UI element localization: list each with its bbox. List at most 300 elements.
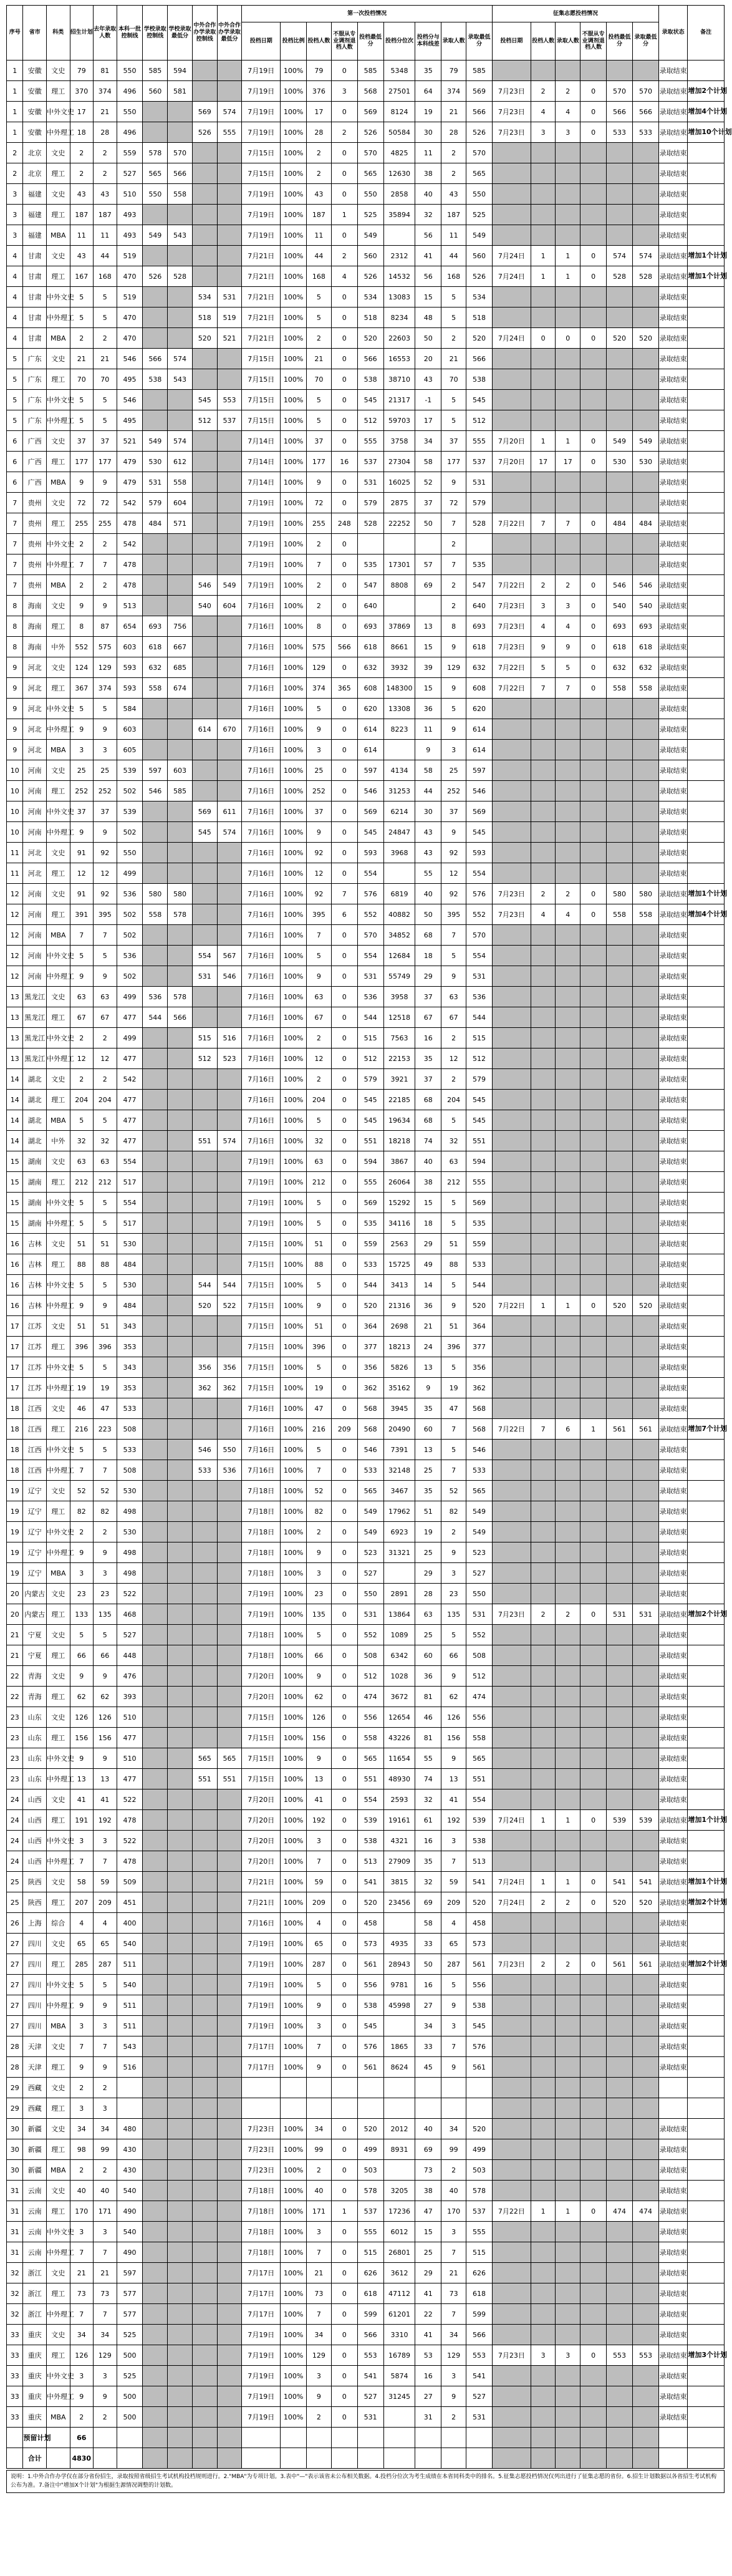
col-province: 省市	[23, 6, 47, 61]
cell-cnt2	[531, 1563, 556, 1584]
cell-plan: 396	[70, 1337, 94, 1357]
cell-prov: 青海	[23, 1666, 47, 1687]
cell-ratio: 100%	[281, 904, 307, 925]
cell-smin	[168, 925, 193, 946]
cell-adm: 2	[441, 575, 466, 596]
cell-low2	[607, 1007, 633, 1028]
cell-adm2	[556, 822, 580, 843]
cell-min2	[633, 760, 659, 781]
cell-min2	[633, 925, 659, 946]
cell-adj2	[580, 1378, 607, 1398]
cell-prev: 65	[94, 1934, 117, 1954]
cell-smin: 543	[168, 369, 193, 390]
cell-status: 录取结束	[659, 1687, 688, 1707]
cell-prov: 江苏	[23, 1337, 47, 1357]
cell-plan: 5	[70, 1357, 94, 1378]
cell-cnt2: 2	[531, 81, 556, 102]
cell-date: 7月20日	[242, 1687, 281, 1707]
table-row	[7, 1872, 725, 1892]
cell-subj: MBA	[46, 1110, 70, 1131]
cell-line: 540	[117, 1934, 143, 1954]
cell-status: 录取结束	[659, 2345, 688, 2366]
cell-adm2	[556, 2139, 580, 2160]
cell-min2	[633, 1851, 659, 1872]
cell-rank: 6214	[383, 801, 415, 822]
cell-adm: 59	[441, 1872, 466, 1892]
cell-rank: 8661	[383, 637, 415, 657]
cell-plan: 204	[70, 1090, 94, 1110]
cell-sline	[143, 1398, 168, 1419]
cell-cnt2	[531, 1851, 556, 1872]
cell-adj: 0	[331, 2242, 357, 2263]
cell-min2	[633, 2407, 659, 2428]
table-row	[7, 2078, 725, 2098]
cell-ratio: 100%	[281, 1522, 307, 1542]
cell-diff: 31	[415, 2407, 441, 2428]
cell-prov: 山东	[23, 1707, 47, 1728]
cell-min: 531	[466, 966, 492, 987]
cell-adj2	[580, 472, 607, 493]
cell-date: 7月19日	[242, 1975, 281, 1995]
cell-cnt2	[531, 946, 556, 966]
cell-date: 7月15日	[242, 410, 281, 431]
cell-low: 545	[357, 822, 383, 843]
cell-plan: 9	[70, 1295, 94, 1316]
cell-adm: 9	[441, 1666, 466, 1687]
cell-low: 618	[357, 637, 383, 657]
cell-adj2	[580, 1995, 607, 2016]
cell-diff: 29	[415, 1563, 441, 1584]
cell-low: 526	[357, 122, 383, 143]
cell-note	[688, 1789, 725, 1810]
cell-adj: 209	[331, 1419, 357, 1440]
cell-low: 508	[357, 1645, 383, 1666]
cell-min2	[633, 2036, 659, 2057]
cell-cmin	[217, 2448, 242, 2469]
cell-cline: 614	[192, 719, 217, 740]
cell-prev: 3	[94, 2222, 117, 2242]
cell-sline	[143, 2036, 168, 2057]
cell-seq: 30	[7, 2119, 23, 2139]
cell-adj2: 0	[580, 81, 607, 102]
cell-cmin	[217, 2345, 242, 2366]
cell-date: 7月16日	[242, 987, 281, 1007]
table-row	[7, 1522, 725, 1542]
cell-cnt2	[531, 554, 556, 575]
table-row	[7, 472, 725, 493]
cell-cline: 569	[192, 801, 217, 822]
table-row	[7, 884, 725, 904]
cell-subj: 理工	[46, 616, 70, 637]
cell-subj: 理工	[46, 2057, 70, 2078]
cell-adm2	[556, 1687, 580, 1707]
cell-min	[466, 2078, 492, 2098]
cell-plan: 9	[70, 596, 94, 616]
cell-diff: 32	[415, 1789, 441, 1810]
cell-cnt: 23	[307, 1584, 332, 1604]
cell-min2: 558	[633, 678, 659, 699]
cell-smin	[168, 122, 193, 143]
cell-prev: 9	[94, 1295, 117, 1316]
table-row	[7, 2366, 725, 2386]
cell-cnt2	[531, 1481, 556, 1501]
cell-diff: 16	[415, 1975, 441, 1995]
cell-prev: 9	[94, 1666, 117, 1687]
cell-diff: 50	[415, 904, 441, 925]
cell-cnt: 51	[307, 1316, 332, 1337]
cell-cline	[192, 472, 217, 493]
cell-ratio: 100%	[281, 2345, 307, 2366]
cell-seq: 27	[7, 2016, 23, 2036]
cell-min2	[633, 699, 659, 719]
cell-seq: 18	[7, 1460, 23, 1481]
cell-prev: 4	[94, 1913, 117, 1934]
cell-ratio: 100%	[281, 2325, 307, 2345]
cell-cline	[192, 760, 217, 781]
cell-cnt	[307, 2078, 332, 2098]
cell-adm2	[556, 1440, 580, 1460]
cell-low: 520	[357, 1295, 383, 1316]
cell-prov: 甘肃	[23, 266, 47, 287]
cell-min: 569	[466, 81, 492, 102]
table-row	[7, 2448, 725, 2469]
cell-adm2	[556, 2304, 580, 2325]
cell-rank: 34852	[383, 925, 415, 946]
cell-ratio: 100%	[281, 554, 307, 575]
cell-low2	[607, 534, 633, 554]
cell-adj: 248	[331, 513, 357, 534]
cell-min: 640	[466, 596, 492, 616]
cell-cnt2	[531, 2016, 556, 2036]
cell-adm: 2	[441, 1028, 466, 1048]
cell-status: 录取结束	[659, 1522, 688, 1542]
cell-sline	[143, 801, 168, 822]
cell-sline: 549	[143, 431, 168, 452]
cell-adm: 66	[441, 1645, 466, 1666]
cell-rank: 9781	[383, 1975, 415, 1995]
cell-subj: 中外文史	[46, 801, 70, 822]
cell-prov: 江西	[23, 1440, 47, 1460]
cell-low: 552	[357, 904, 383, 925]
cell-seq: 4	[7, 266, 23, 287]
cell-subj: 文史	[46, 1234, 70, 1254]
cell-prev: 5	[94, 390, 117, 410]
cell-plan: 63	[70, 987, 94, 1007]
cell-subj: 中外理工	[46, 2386, 70, 2407]
cell-date: 7月16日	[242, 966, 281, 987]
cell-adm: 9	[441, 472, 466, 493]
cell-rank: 26064	[383, 1172, 415, 1193]
cell-cmin	[217, 493, 242, 513]
cell-adm2	[556, 781, 580, 801]
cell-line: 500	[117, 2345, 143, 2366]
cell-cnt2	[531, 1501, 556, 1522]
cell-prev: 7	[94, 2242, 117, 2263]
cell-date2	[492, 410, 531, 431]
cell-rank: 15292	[383, 1193, 415, 1213]
cell-prev: 12	[94, 863, 117, 884]
cell-status: 录取结束	[659, 1810, 688, 1831]
cell-smin	[168, 307, 193, 328]
cell-status: 录取结束	[659, 2057, 688, 2078]
table-row	[7, 2283, 725, 2304]
cell-rank	[383, 1913, 415, 1934]
cell-low: 561	[357, 1954, 383, 1975]
cell-min: 539	[466, 1810, 492, 1831]
table-row	[7, 2304, 725, 2325]
cell-subj: 理工	[46, 1419, 70, 1440]
cell-adm: 252	[441, 781, 466, 801]
cell-prev: 5	[94, 1213, 117, 1234]
cell-rank: 1865	[383, 2036, 415, 2057]
cell-adm2	[556, 987, 580, 1007]
cell-adj2	[580, 740, 607, 760]
cell-subj: 中外理工	[46, 1378, 70, 1398]
cell-date: 7月18日	[242, 1501, 281, 1522]
table-row	[7, 1398, 725, 1419]
cell-date2: 7月24日	[492, 1872, 531, 1892]
cell-status: 录取结束	[659, 1048, 688, 1069]
cell-line: 343	[117, 1316, 143, 1337]
cell-ratio: 100%	[281, 1254, 307, 1275]
cell-cnt2	[531, 307, 556, 328]
cell-adm: 5	[441, 410, 466, 431]
cell-prov: 海南	[23, 596, 47, 616]
cell-ratio: 100%	[281, 1687, 307, 1707]
cell-ratio: 100%	[281, 225, 307, 246]
cell-cline: 526	[192, 122, 217, 143]
cell-cline	[192, 1234, 217, 1254]
cell-cnt2	[531, 760, 556, 781]
cell-low2	[607, 1625, 633, 1645]
cell-adj: 0	[331, 390, 357, 410]
cell-cnt2: 1	[531, 266, 556, 287]
cell-smin	[168, 1892, 193, 1913]
cell-rank: 12654	[383, 1707, 415, 1728]
cell-adj2: 0	[580, 637, 607, 657]
cell-cnt2	[531, 1193, 556, 1213]
cell-low: 555	[357, 2222, 383, 2242]
table-row	[7, 1110, 725, 1131]
cell-cnt2	[531, 1398, 556, 1419]
cell-cnt: 34	[307, 2325, 332, 2345]
cell-min2: 566	[633, 102, 659, 122]
cell-prev: 3	[94, 1831, 117, 1851]
cell-prov: 吉林	[23, 1295, 47, 1316]
cell-min2	[633, 2304, 659, 2325]
cell-date: 7月16日	[242, 843, 281, 863]
cell-adm2	[556, 1275, 580, 1295]
cell-adj: 0	[331, 1584, 357, 1604]
cell-adj: 0	[331, 1604, 357, 1625]
cell-adm2	[556, 1481, 580, 1501]
cell-low	[357, 2078, 383, 2098]
cell-min2	[633, 1748, 659, 1769]
cell-adj2	[580, 1687, 607, 1707]
cell-subj: 理工	[46, 369, 70, 390]
cell-min2	[633, 2222, 659, 2242]
cell-adj: 0	[331, 369, 357, 390]
cell-line: 603	[117, 719, 143, 740]
cell-min2	[633, 1460, 659, 1481]
cell-adj2	[580, 822, 607, 843]
cell-prev: 396	[94, 1337, 117, 1357]
cell-subj: 文史	[46, 2181, 70, 2201]
cell-cline	[192, 452, 217, 472]
cell-note	[688, 2181, 725, 2201]
cell-min: 531	[466, 2407, 492, 2428]
cell-date: 7月16日	[242, 863, 281, 884]
cell-adj2	[580, 1110, 607, 1131]
cell-rank: 11654	[383, 1748, 415, 1769]
cell-ratio: 100%	[281, 2057, 307, 2078]
cell-adj: 0	[331, 801, 357, 822]
table-row	[7, 925, 725, 946]
cell-cnt: 37	[307, 801, 332, 822]
cell-line: 525	[117, 2325, 143, 2345]
cell-subj: 文史	[46, 1872, 70, 1892]
cell-plan: 5	[70, 410, 94, 431]
cell-smin	[168, 390, 193, 410]
cell-min: 558	[466, 1728, 492, 1748]
table-row	[7, 554, 725, 575]
cell-adm: 170	[441, 2201, 466, 2222]
cell-sline	[143, 1090, 168, 1110]
cell-sline	[143, 596, 168, 616]
col-adjust2: 不服从专业调剂退档人数	[580, 22, 607, 61]
cell-cmin	[217, 472, 242, 493]
cell-rank: 35162	[383, 1378, 415, 1398]
cell-min2: 553	[633, 2345, 659, 2366]
cell-low: 568	[357, 1398, 383, 1419]
cell-date: 7月19日	[242, 122, 281, 143]
cell-low: 551	[357, 1769, 383, 1789]
cell-subj: 文史	[46, 1398, 70, 1419]
cell-cnt: 5	[307, 1275, 332, 1295]
cell-cnt2	[531, 1975, 556, 1995]
cell-cline	[192, 1069, 217, 1090]
cell-status: 录取结束	[659, 884, 688, 904]
cell-plan: 34	[70, 2119, 94, 2139]
cell-plan: 3	[70, 1563, 94, 1584]
cell-low2	[607, 1337, 633, 1357]
cell-plan: 52	[70, 1481, 94, 1501]
cell-min: 528	[466, 513, 492, 534]
cell-seq: 23	[7, 1748, 23, 1769]
cell-seq: 27	[7, 1934, 23, 1954]
cell-adm2	[556, 410, 580, 431]
cell-ratio: 100%	[281, 1872, 307, 1892]
cell-ratio: 100%	[281, 369, 307, 390]
cell-smin	[168, 1090, 193, 1110]
cell-adm: 374	[441, 81, 466, 102]
cell-prov: 辽宁	[23, 1481, 47, 1501]
cell-cline	[192, 637, 217, 657]
cell-cmin	[217, 1501, 242, 1522]
cell-date: 7月18日	[242, 1645, 281, 1666]
cell-smin	[168, 2428, 193, 2448]
cell-prov: 广东	[23, 369, 47, 390]
cell-prov: 新疆	[23, 2139, 47, 2160]
cell-adm: 67	[441, 1007, 466, 1028]
cell-cline	[192, 1213, 217, 1234]
cell-seq: 26	[7, 1913, 23, 1934]
cell-adj: 0	[331, 843, 357, 863]
cell-cnt2	[531, 2407, 556, 2428]
cell-adj: 0	[331, 1666, 357, 1687]
cell-adj2: 0	[580, 2345, 607, 2366]
cell-adj: 0	[331, 575, 357, 596]
cell-prev: 5	[94, 1193, 117, 1213]
cell-adm: 47	[441, 1398, 466, 1419]
cell-plan: 177	[70, 452, 94, 472]
table-row	[7, 801, 725, 822]
cell-low: 536	[357, 987, 383, 1007]
table-row	[7, 616, 725, 637]
cell-cnt2	[531, 1687, 556, 1707]
cell-seq: 16	[7, 1275, 23, 1295]
cell-cmin	[217, 1151, 242, 1172]
cell-low: 599	[357, 2304, 383, 2325]
cell-seq: 31	[7, 2201, 23, 2222]
cell-note	[688, 1707, 725, 1728]
cell-diff: 47	[415, 2201, 441, 2222]
cell-plan: 255	[70, 513, 94, 534]
cell-low: 518	[357, 307, 383, 328]
cell-adm2	[556, 390, 580, 410]
cell-subj: 文史	[46, 987, 70, 1007]
cell-date: 7月19日	[242, 1954, 281, 1975]
cell-low2	[607, 740, 633, 760]
cell-plan: 3	[70, 740, 94, 760]
cell-min2: 570	[633, 81, 659, 102]
cell-low2	[607, 1975, 633, 1995]
cell-prov: 广东	[23, 410, 47, 431]
cell-diff: 74	[415, 1769, 441, 1789]
cell-prov: 辽宁	[23, 1501, 47, 1522]
cell-note	[688, 1193, 725, 1213]
cell-subj: 中外理工	[46, 966, 70, 987]
cell-date2	[492, 1728, 531, 1748]
cell-prev: 212	[94, 1172, 117, 1193]
cell-low2	[607, 946, 633, 966]
cell-sline	[143, 1048, 168, 1069]
cell-diff: 16	[415, 1831, 441, 1851]
cell-sline	[143, 2119, 168, 2139]
cell-ratio: 100%	[281, 1789, 307, 1810]
cell-prev: 9	[94, 1995, 117, 2016]
cell-sline	[143, 1913, 168, 1934]
cell-plan: 23	[70, 1584, 94, 1604]
cell-low	[357, 2448, 383, 2469]
cell-cnt: 40	[307, 2181, 332, 2201]
cell-rank: 1089	[383, 1625, 415, 1645]
cell-low2: 566	[607, 102, 633, 122]
cell-low: 535	[357, 554, 383, 575]
cell-note: 增加1个计划	[688, 246, 725, 266]
cell-seq: 3	[7, 205, 23, 225]
cell-sline	[143, 740, 168, 760]
cell-smin: 594	[168, 61, 193, 81]
cell-ratio	[281, 2078, 307, 2098]
cell-adm: 396	[441, 1337, 466, 1357]
cell-adj2: 0	[580, 904, 607, 925]
cell-rank: 2012	[383, 2119, 415, 2139]
cell-low: 578	[357, 2181, 383, 2201]
cell-adm: 21	[441, 349, 466, 369]
cell-note	[688, 863, 725, 884]
cell-rank: 7563	[383, 1028, 415, 1048]
